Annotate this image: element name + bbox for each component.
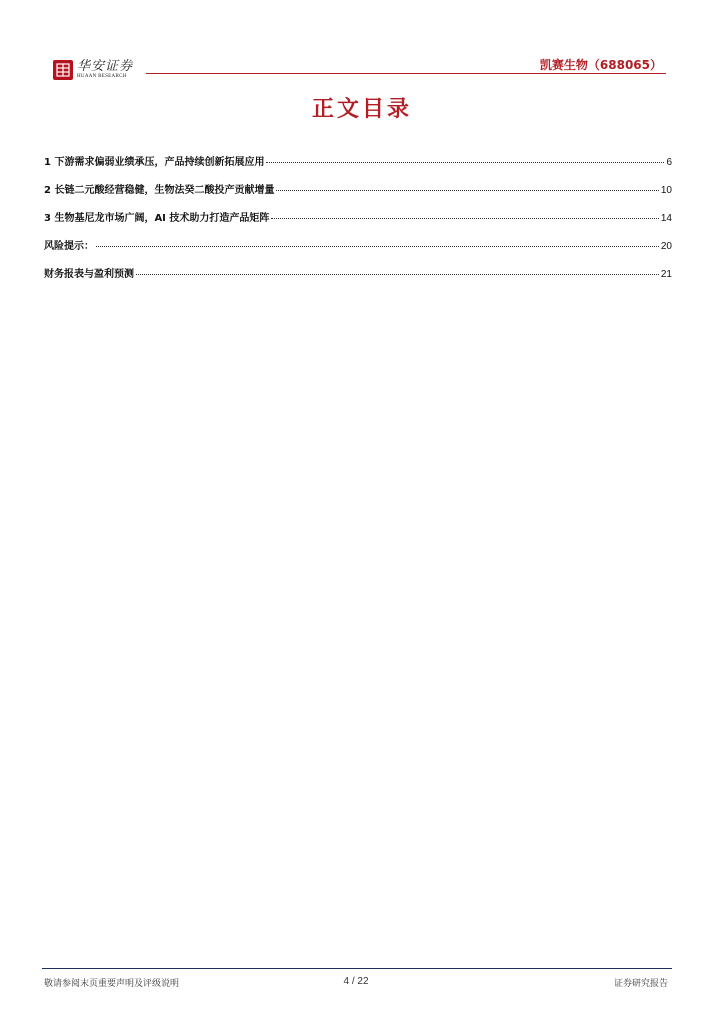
- toc-leader-dots: [96, 246, 659, 247]
- toc-leader-dots: [271, 218, 658, 219]
- logo-english-name: HUAAN RESEARCH: [77, 74, 127, 79]
- toc-entry[interactable]: [44, 181, 672, 209]
- brand-logo: [53, 60, 133, 80]
- toc-entry-page: 14: [660, 213, 672, 224]
- toc-leader-dots: [136, 274, 659, 275]
- toc-entry-page: 6: [666, 157, 672, 168]
- huaan-seal-icon: [53, 60, 73, 80]
- page-indicator: 4 / 22: [343, 976, 369, 987]
- toc-entry[interactable]: [44, 237, 672, 265]
- header-company-name: 凯赛生物（688065）: [539, 58, 662, 72]
- toc-entry-page: 21: [660, 269, 672, 280]
- toc-entry-text: 风险提示：: [44, 241, 94, 252]
- header-divider: [146, 73, 666, 74]
- table-of-contents: [44, 153, 672, 293]
- toc-leader-dots: [276, 190, 658, 191]
- footer-report-label: 证券研究报告: [613, 979, 668, 989]
- toc-entry[interactable]: [44, 209, 672, 237]
- footer-divider: [42, 968, 672, 969]
- toc-entry-text: 2 长链二元酸经营稳健，生物法癸二酸投产贡献增量: [44, 185, 275, 196]
- toc-entry-text: 1 下游需求偏弱业绩承压，产品持续创新拓展应用: [44, 157, 265, 168]
- toc-leader-dots: [266, 162, 664, 163]
- toc-entry-text: 3 生物基尼龙市场广阔，AI 技术助力打造产品矩阵: [44, 213, 270, 224]
- toc-entry[interactable]: [44, 265, 672, 293]
- toc-title: 正文目录: [311, 97, 412, 122]
- toc-entry[interactable]: [44, 153, 672, 181]
- toc-entry-page: 10: [660, 185, 672, 196]
- toc-entry-page: 20: [660, 241, 672, 252]
- logo-chinese-name: 华安证券: [77, 59, 134, 74]
- footer-disclaimer: 敬请参阅末页重要声明及评级说明: [44, 979, 180, 989]
- page-footer: [44, 976, 668, 990]
- toc-entry-text: 财务报表与盈利预测: [44, 269, 134, 280]
